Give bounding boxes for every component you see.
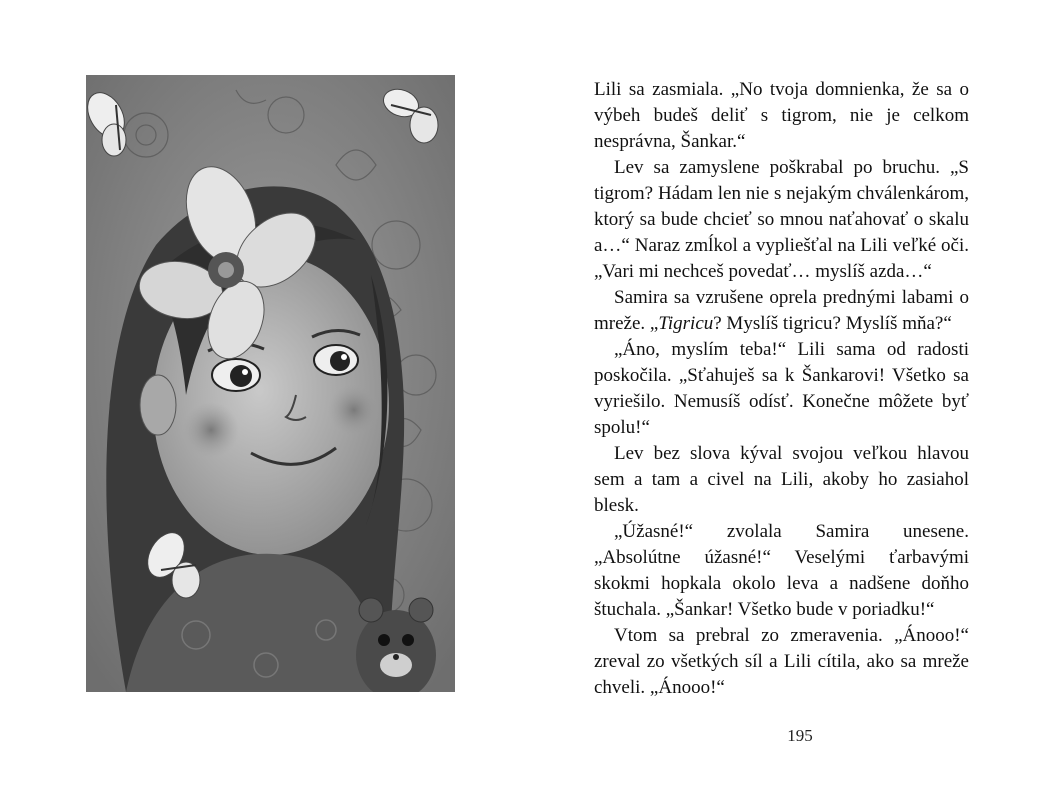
- cheek-left: [183, 402, 239, 458]
- hamster: [356, 598, 436, 692]
- paragraph: Lili sa zasmiala. „No tvoja domnienka, že sa o výbeh budeš deliť s tigrom, nie je celkom nesprávna, Šankar.“: [594, 79, 969, 152]
- paragraph: [594, 285, 969, 337]
- paragraph: „Úžasné!“ zvolala Samira unesene. „Absolútne úžasné!“ Veselými ťarbavými skokmi hopkala okolo leva a nadšene doňho štuchala. „Šankar! Všetko bude v poriadku!“: [594, 521, 969, 620]
- paragraph: Vtom sa prebral zo zmeravenia. „Ánooo!“ zreval zo všetkých síl a Lili cítila, ako sa mreže chveli. „Ánooo!“: [594, 625, 969, 698]
- story-text: [594, 77, 969, 701]
- illustration-artwork: [86, 75, 455, 692]
- paragraph: Lev bez slova kýval svojou veľkou hlavou sem a tam a civel na Lili, akoby ho zasiahol blesk.: [594, 443, 969, 516]
- page-number: 195: [787, 726, 813, 745]
- italic-word: Tigricu: [658, 313, 714, 334]
- paragraph: Lev sa zamyslene poškrabal po bruchu. „S tigrom? Hádam len nie s nejakým chválenkárom, ktorý sa bude chcieť so mnou naťahovať o skalu a…“ Naraz zmĺkol a vypliešťal na Lili veľké oči. „Vari mi nechceš povedať… myslíš azda…“: [594, 157, 969, 282]
- cheek-right: [328, 384, 380, 436]
- illustration: [86, 75, 455, 692]
- paragraph: „Áno, myslím teba!“ Lili sama od radosti poskočila. „Sťahuješ sa k Šankarovi! Všetko sa vyriešilo. Nemusíš odísť. Konečne môžete byť spolu!“: [594, 339, 969, 438]
- paragraph-part: Samira sa vzrušene oprela prednými labami o mreže. „: [594, 287, 969, 334]
- ear: [140, 375, 176, 435]
- paragraph-part: ? Myslíš tigricu? Myslíš mňa?“: [713, 313, 952, 334]
